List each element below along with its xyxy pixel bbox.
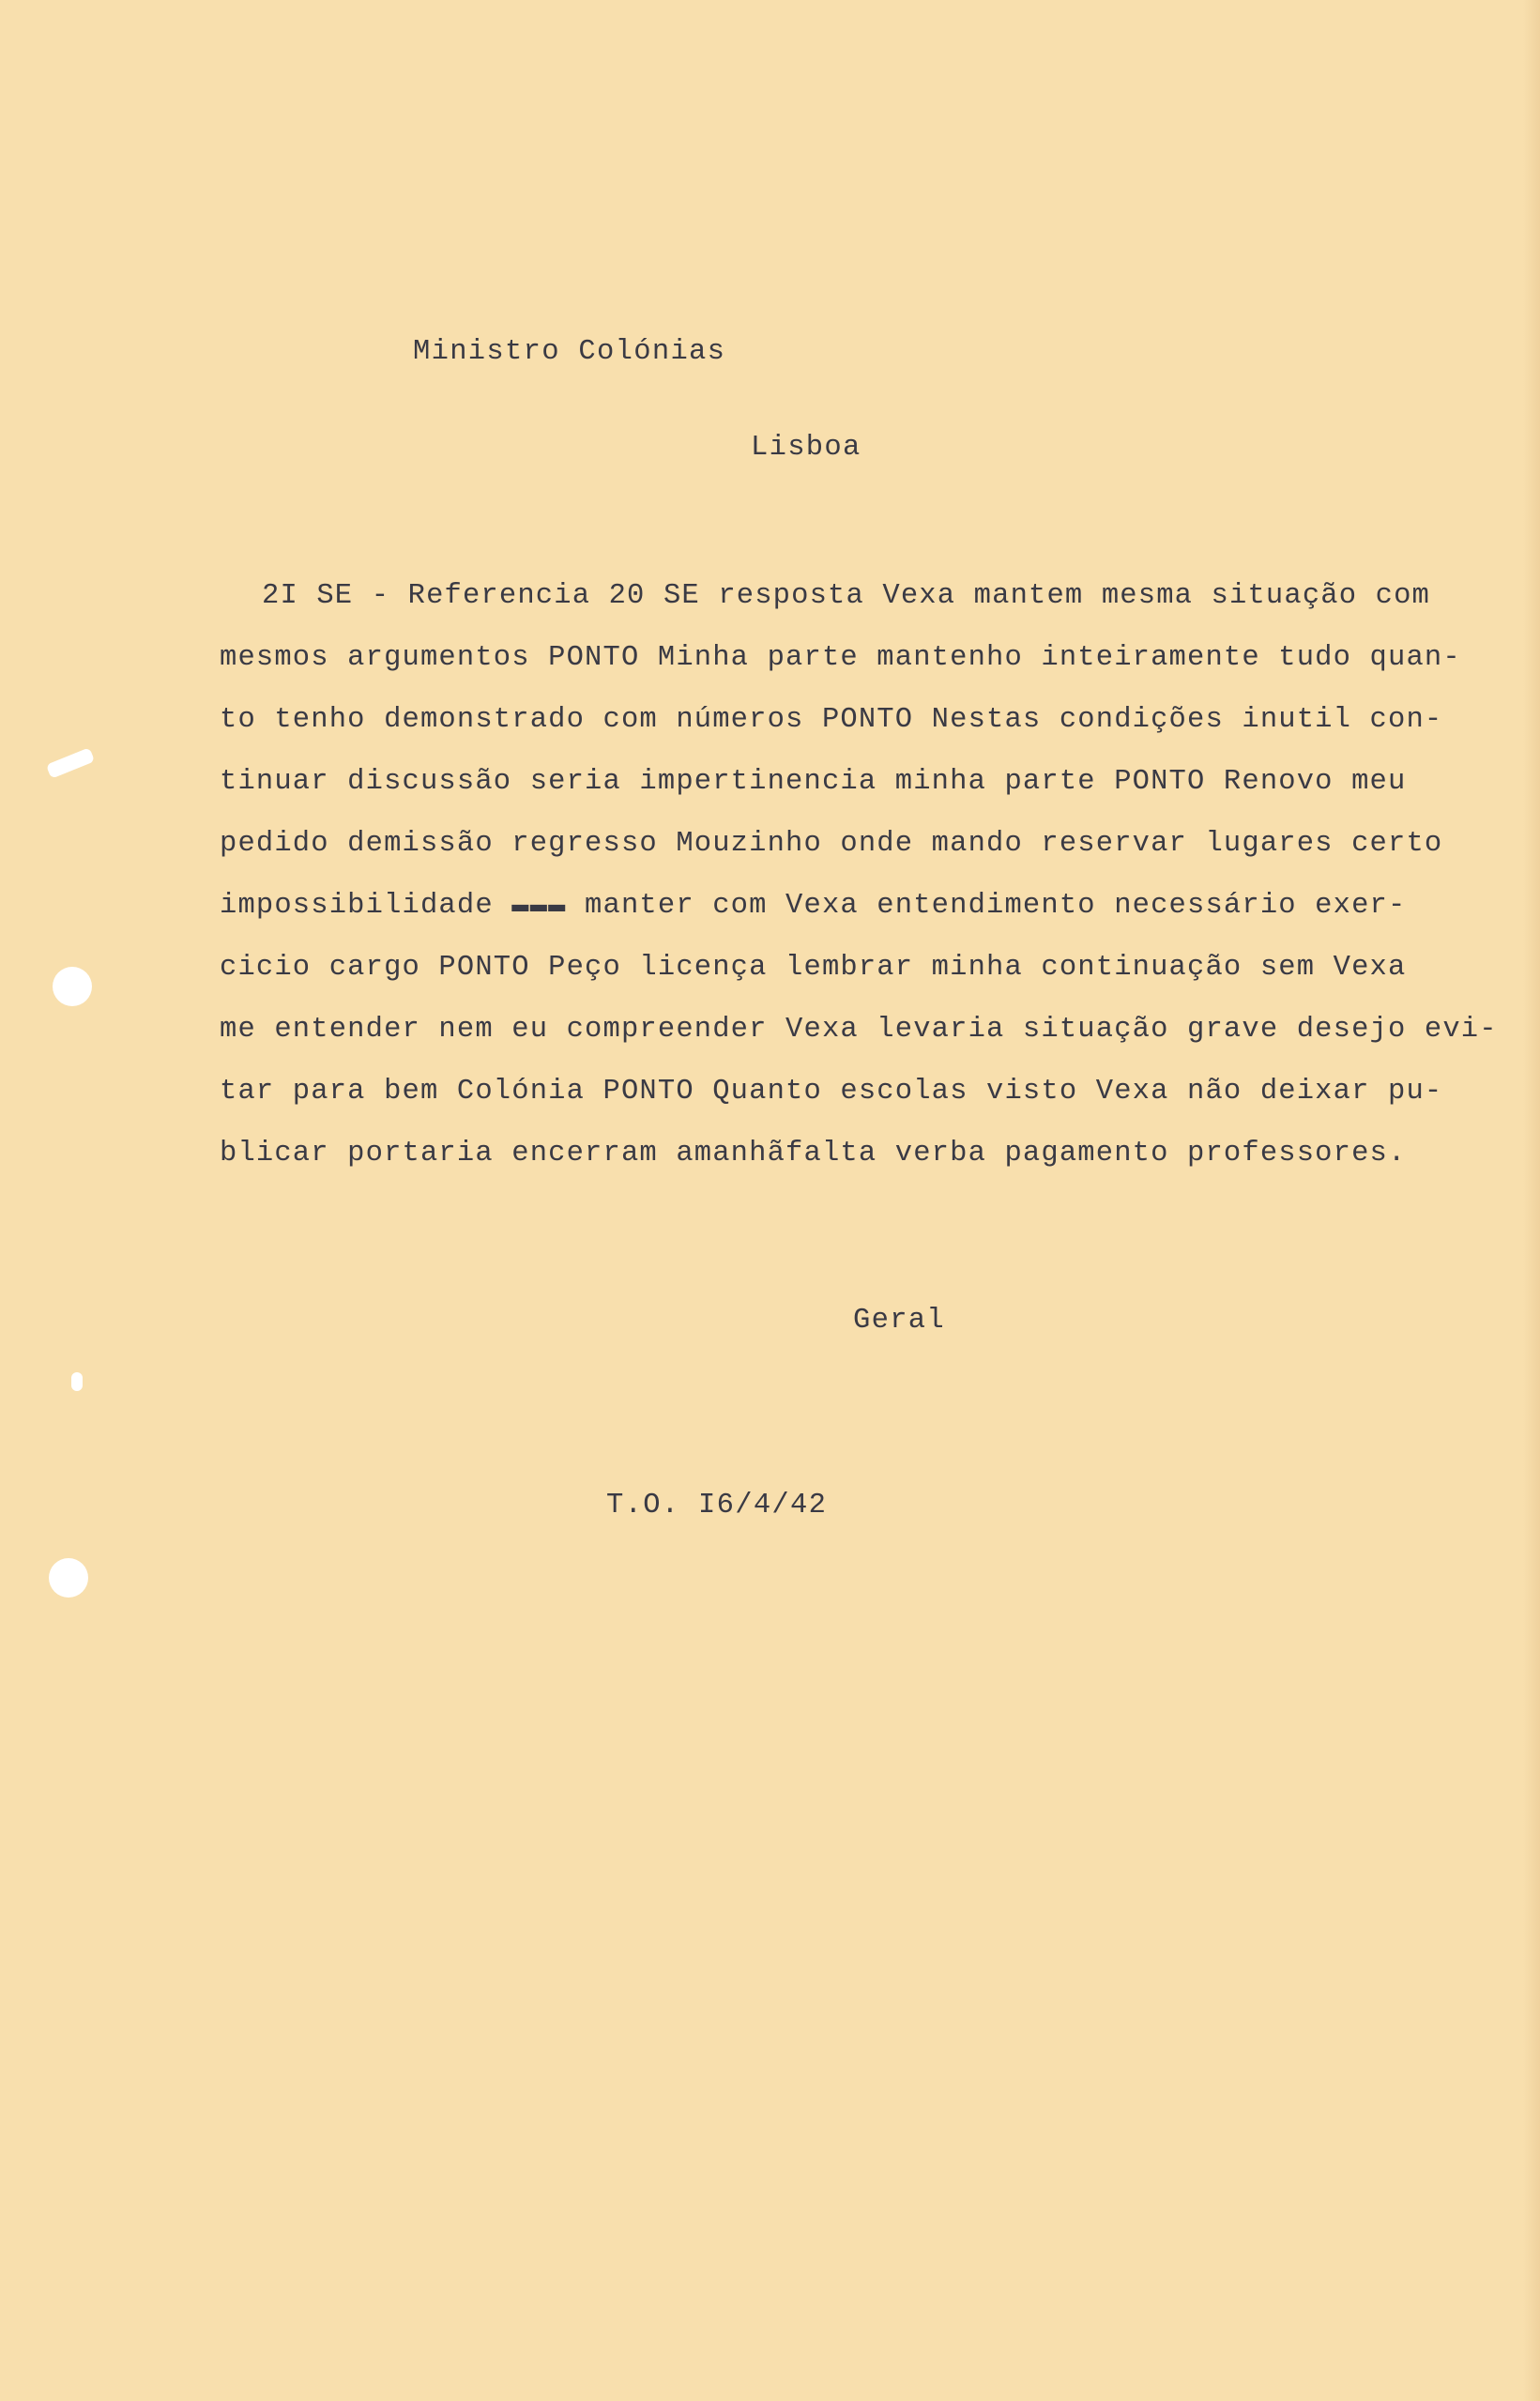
body-line: tinuar discussão seria impertinencia minha parte PONTO Renovo meu [220, 766, 1407, 798]
addressee: Ministro Colónias [413, 336, 726, 368]
paper-tear-mark [46, 747, 95, 779]
signature: Geral [853, 1305, 946, 1337]
paper-tear-mark [71, 1372, 83, 1391]
body-line: cicio cargo PONTO Peço licença lembrar minha continuação sem Vexa [220, 952, 1407, 984]
body-line: blicar portaria encerram amanhãfalta verba pagamento professores. [220, 1138, 1407, 1170]
punch-hole [49, 1558, 88, 1598]
paper-edge [1523, 0, 1540, 2401]
body-line: 2I SE - Referencia 20 SE resposta Vexa mantem mesma situação com [262, 580, 1430, 612]
body-line: mesmos argumentos PONTO Minha parte mantenho inteiramente tudo quan- [220, 642, 1461, 674]
body-line: me entender nem eu compreender Vexa levaria situação grave desejo evi- [220, 1014, 1498, 1046]
punch-hole [53, 967, 92, 1006]
body-line: pedido demissão regresso Mouzinho onde mando reservar lugares certo [220, 828, 1443, 860]
body-line: impossibilidade ▬▬▬ manter com Vexa entendimento necessário exer- [220, 890, 1407, 922]
body-line: to tenho demonstrado com números PONTO Nestas condições inutil con- [220, 704, 1443, 736]
city: Lisboa [751, 432, 861, 464]
date-line: T.O. I6/4/42 [606, 1490, 828, 1522]
body-line: tar para bem Colónia PONTO Quanto escolas visto Vexa não deixar pu- [220, 1076, 1443, 1108]
